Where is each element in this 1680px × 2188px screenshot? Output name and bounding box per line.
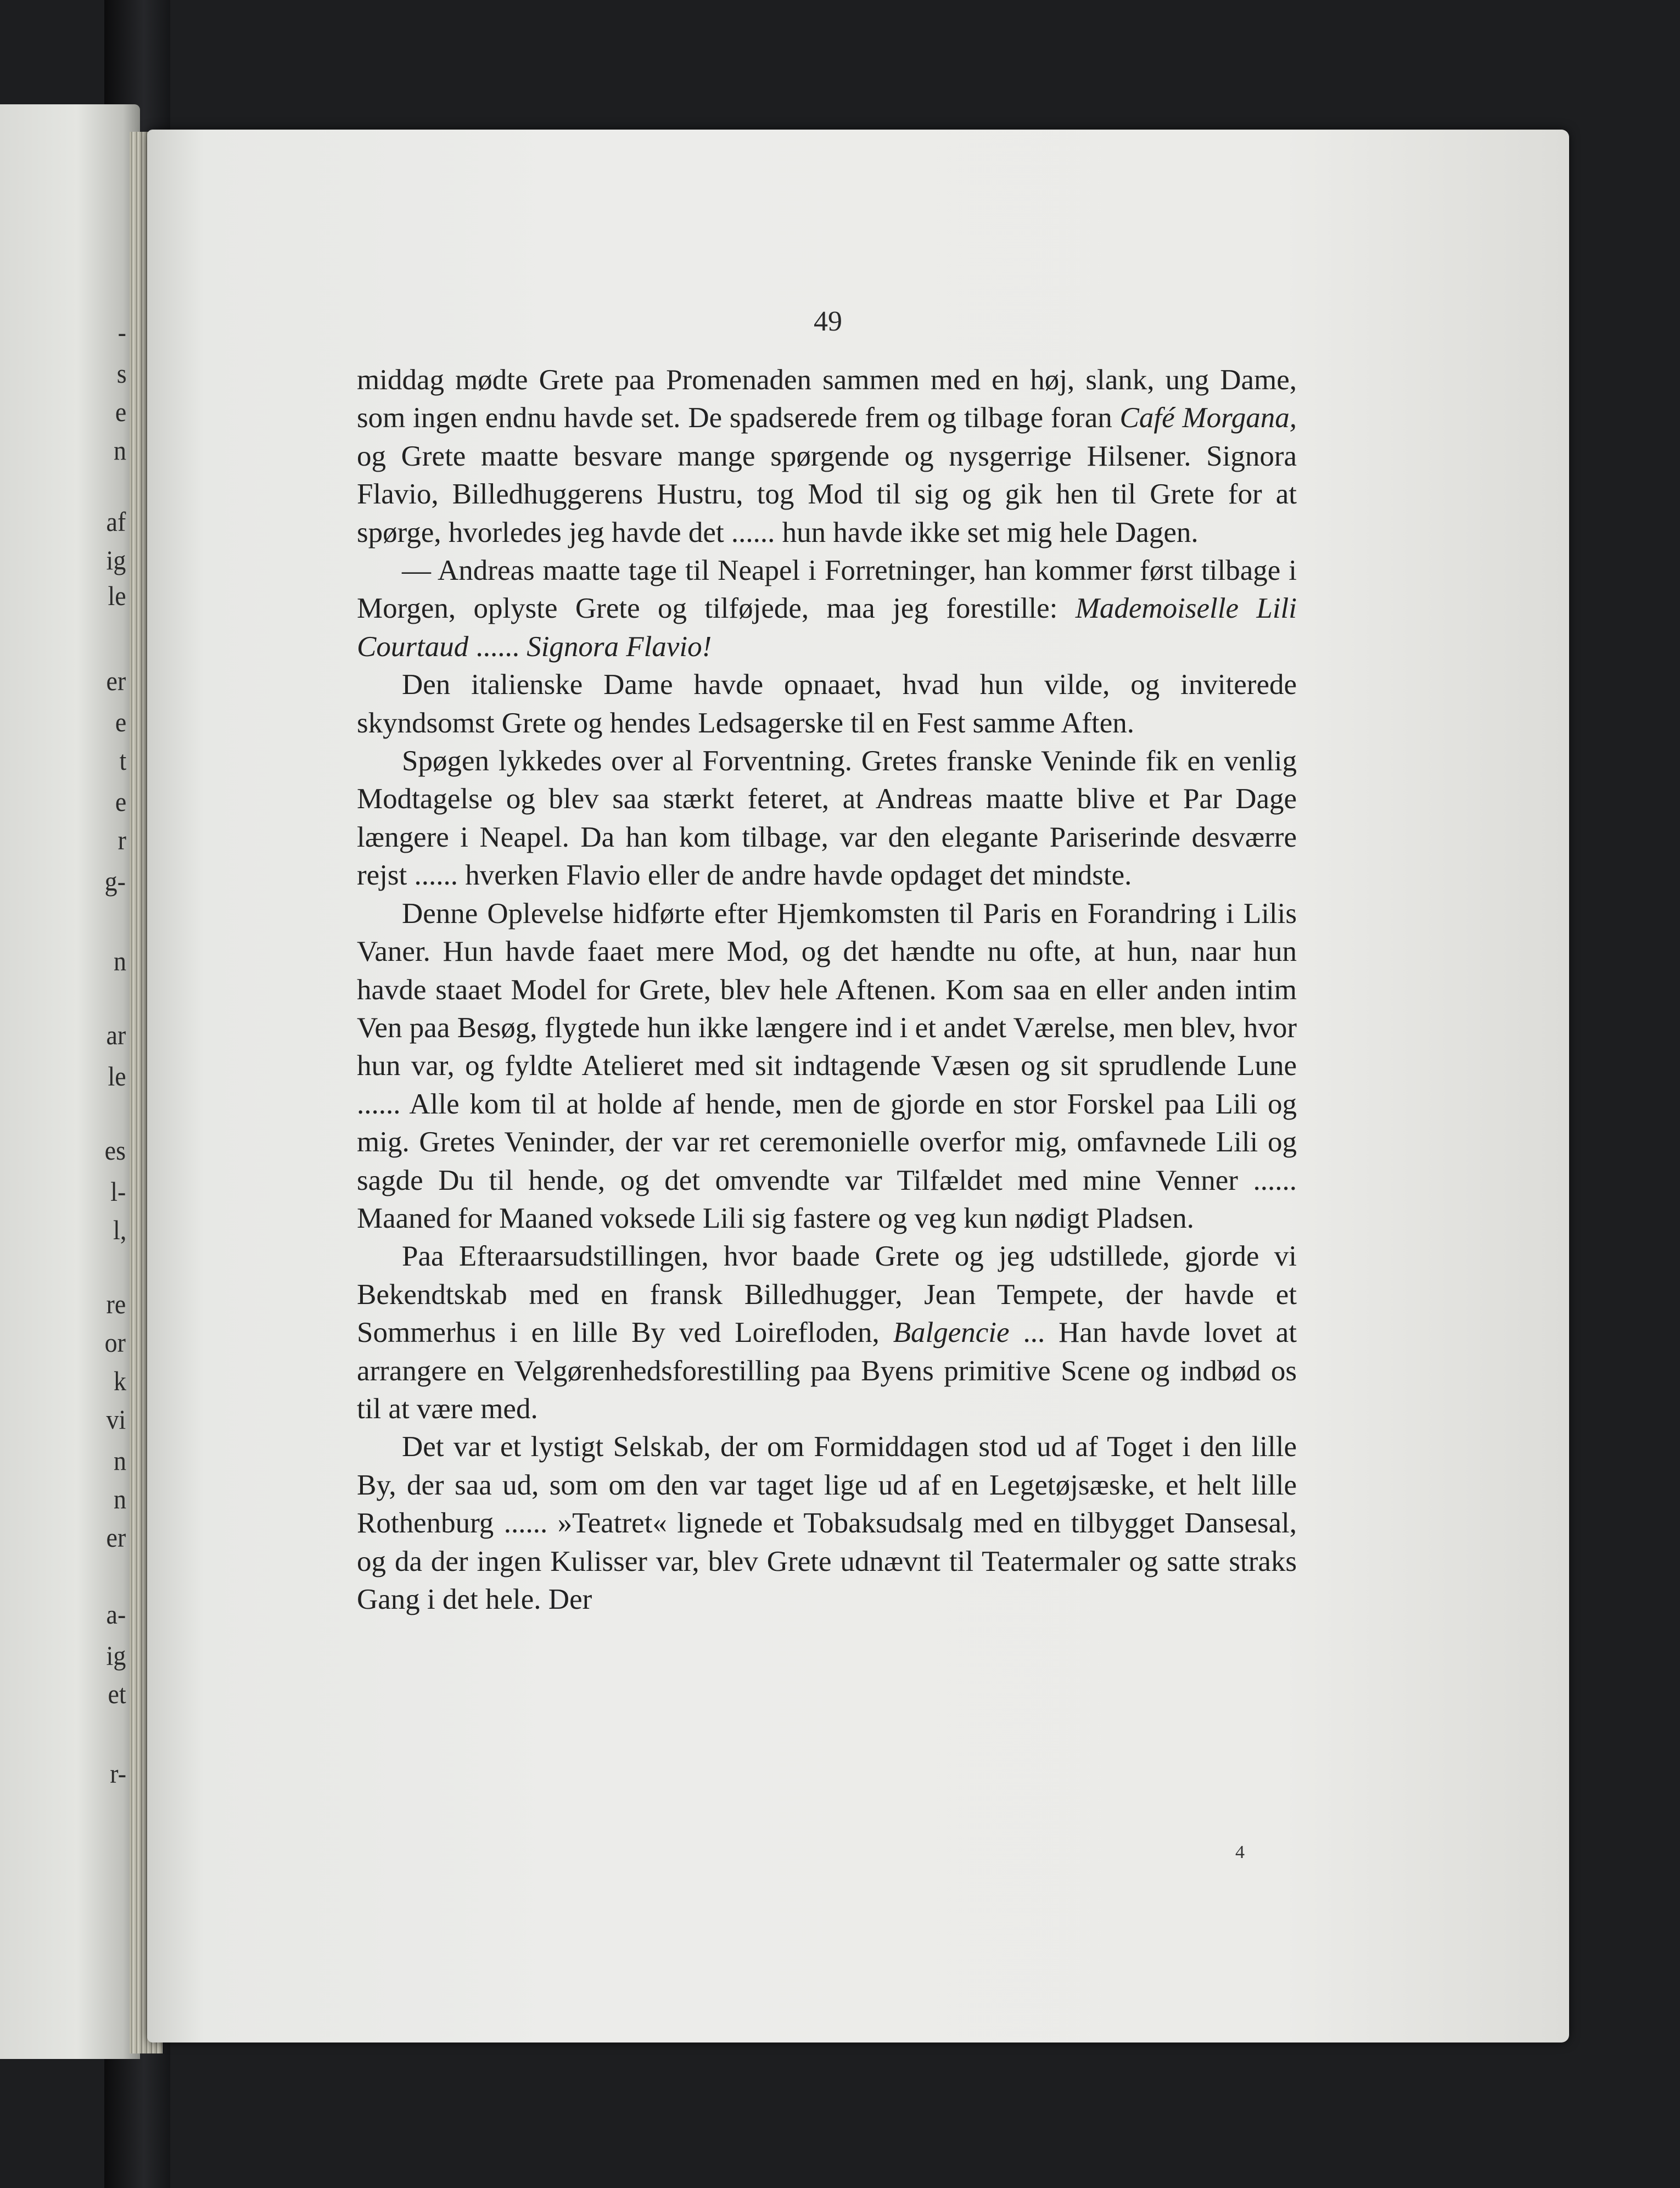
text-segment: Den italienske Dame havde opnaaet, hvad hun vilde, og inviterede skyndsomst Grete og hendes Ledsagerske til en Fest samme Aften. xyxy=(357,669,1297,739)
left-page-fragment: le xyxy=(108,1061,126,1092)
italic-text: Mademoiselle Lili Courtaud xyxy=(357,592,1297,663)
left-page-fragment: ig xyxy=(106,1640,126,1671)
left-page-fragment: k xyxy=(114,1366,126,1396)
left-page-fragment: s xyxy=(116,358,127,389)
left-page-fragment: et xyxy=(108,1678,126,1709)
text-segment: — Andreas maatte tage til Neapel i Forretninger, han kommer først tilbage i Morgen, oplyste Grete og tilføjede, maa jeg forestille: xyxy=(357,555,1297,625)
left-page-text-edge xyxy=(0,104,140,2059)
italic-text: Signora Flavio! xyxy=(527,630,712,663)
paragraph xyxy=(357,552,1297,666)
paragraph xyxy=(357,361,1297,552)
text-segment: Det var et lystigt Selskab, der om Formiddagen stod ud af Toget i den lille By, der saa ud, som om den var taget lige ud af en Legetøjsæske, et helt lille Rothenburg ...... »Teatret« lignede et Tobaksudsalg med en tilbygget Dansesal, og da der ingen Kulisser var, blev Grete udnævnt til Teatermaler og satte straks Gang i det hele. Der xyxy=(357,1431,1297,1615)
left-page-fragment: r xyxy=(118,825,127,855)
left-page-fragment: n xyxy=(114,945,126,976)
left-page-fragment: er xyxy=(106,665,126,696)
left-page-fragment: n xyxy=(114,435,126,466)
left-page-fragment: a- xyxy=(106,1599,126,1630)
text-segment: middag mødte Grete paa Promenaden sammen med en høj, slank, ung Dame, som ingen endnu havde set. De spadserede frem og tilbage foran xyxy=(357,364,1297,434)
left-page-fragment: vi xyxy=(106,1404,126,1435)
left-page-fragment: l, xyxy=(113,1215,126,1245)
left-page-fragment: e xyxy=(115,396,127,427)
left-page-fragment: n xyxy=(114,1445,126,1476)
printer-signature-mark: 4 xyxy=(1235,1842,1245,1862)
text-segment: Spøgen lykkedes over al Forventning. Gretes franske Veninde fik en venlig Modtagelse og blev saa stærkt feteret, at Andreas maatte blive et Par Dage længere i Neapel. Da han kom tilbage, var den elegante Pariserinde desværre rejst ...... hverken Flavio eller de andre havde opdaget det mindste. xyxy=(357,745,1297,892)
left-page xyxy=(0,104,140,2059)
text-segment: og Grete maatte besvare mange spørgende og nysgerrige Hilsener. Signora Flavio, Billedhuggerens Hustru, tog Mod til sig og gik hen til Grete for at spørge, hvorledes jeg havde det ...... hun havde ikke set mig hele Dagen. xyxy=(357,440,1297,549)
left-page-fragment: re xyxy=(106,1289,126,1319)
page-number: 49 xyxy=(814,306,842,337)
paragraph xyxy=(357,895,1297,1238)
italic-text: Café Morgana, xyxy=(1119,402,1297,434)
left-page-fragment: e xyxy=(115,707,127,737)
left-page-fragment: g- xyxy=(105,866,126,897)
text-segment: Denne Oplevelse hidførte efter Hjemkomsten til Paris en Forandring i Lilis Vaner. Hun havde faaet mere Mod, og det hændte nu ofte, at hun, naar hun havde staaet Model for Grete, blev hele Aftenen. Kom saa en eller anden intim Ven paa Besøg, flygtede hun ikke længere ind i et andet Værelse, men blev, hvor hun var, og fyldte Atelieret med sit indtagende Væsen og sit sprudlende Lune ...... Alle kom til at holde af hende, men de gjorde en stor Forskel paa Lili og mig. Gretes Veninder, der var ret ceremonielle overfor mig, omfavnede Lili og sagde Du til hende, og det omvendte var Tilfældet med mine Venner ...... Maaned for Maaned voksede Lili sig fastere og veg kun nødigt Pladsen. xyxy=(357,897,1297,1234)
left-page-fragment: t xyxy=(119,745,127,776)
left-page-fragment: ar xyxy=(106,1020,126,1050)
left-page-fragment: es xyxy=(105,1135,126,1166)
left-page-fragment: af xyxy=(106,506,126,537)
left-page-fragment: ig xyxy=(106,545,126,575)
text-segment: Paa Efteraarsudstillingen, hvor baade Grete og jeg udstillede, gjorde vi Bekendtskab med en fransk Billedhugger, Jean Tempete, der havde et Sommerhus i en lille By ved Loirefloden, xyxy=(357,1240,1297,1349)
page-body-text xyxy=(357,361,1297,1619)
italic-text: Balgencie xyxy=(893,1317,1010,1349)
left-page-fragment: - xyxy=(118,317,127,348)
left-page-fragment: e xyxy=(115,786,127,817)
left-page-fragment: l- xyxy=(110,1176,126,1207)
text-segment: ...... xyxy=(468,630,527,663)
paragraph xyxy=(357,666,1297,742)
left-page-fragment: le xyxy=(108,580,126,611)
left-page-fragment: er xyxy=(106,1522,126,1553)
text-segment: ... Han havde lovet at arrangere en Velgørenhedsforestilling paa Byens primitive Scene og indbød os til at være med. xyxy=(357,1317,1297,1425)
paragraph xyxy=(357,1238,1297,1428)
paragraph xyxy=(357,742,1297,895)
left-page-fragment: r- xyxy=(109,1758,126,1789)
paragraph xyxy=(357,1428,1297,1619)
left-page-fragment: or xyxy=(105,1327,126,1358)
left-page-fragment: n xyxy=(114,1484,126,1514)
